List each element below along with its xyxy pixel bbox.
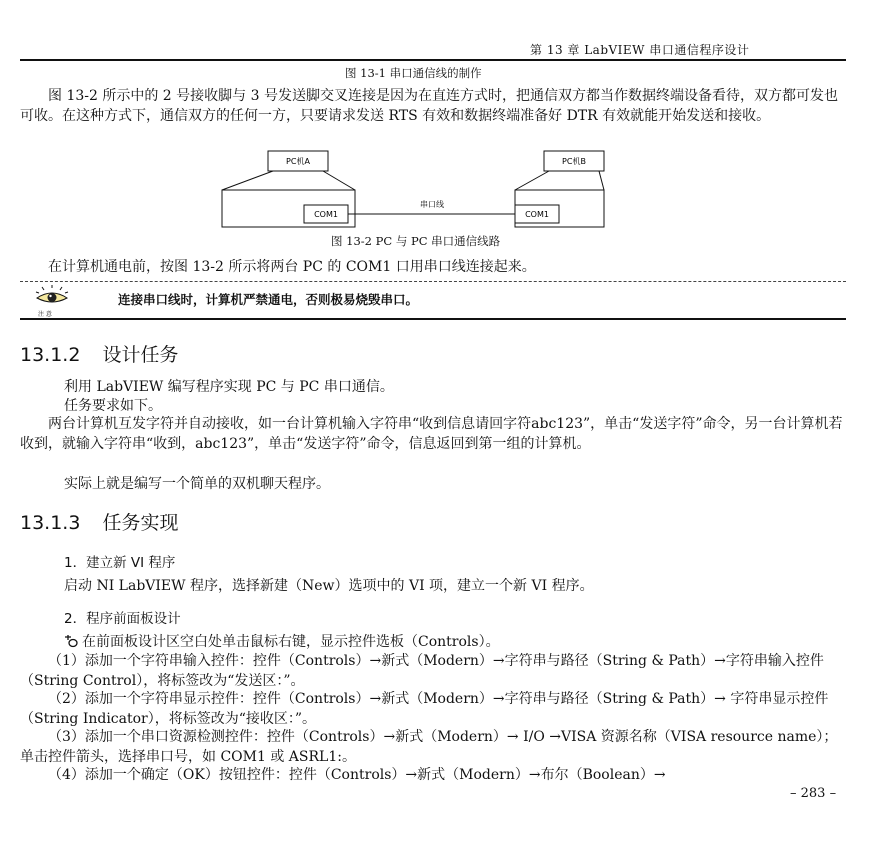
com-right-label: COM1 [525,210,549,219]
step-2-intro [64,632,846,652]
pc-a-label: PC机A [286,157,310,166]
step-2-heading: 2．程序前面板设计 [64,611,181,627]
step-2-item-1: （1）添加一个字符串输入控件：控件（Controls）→新式（Modern）→字符串与路径（String & Path）→字符串输入控件（String Control），将标签改为“发送区：”。 [20,653,824,689]
running-header: 第 13 章 LabVIEW 串口通信程序设计 [530,43,750,57]
section-13-1-2-heading [20,340,178,367]
note-text: 连接串口线时，计算机严禁通电，否则极易烧毁串口。 [118,292,419,307]
pc-b-label: PC机B [562,157,586,166]
step-2-intro-text: 在前面板设计区空白处单击鼠标右键，显示控件选板（Controls）。 [82,634,500,650]
task-paragraph-3: 两台计算机互发字符并自动接收，如一台计算机输入字符串“收到信息请回字符abc123”，单击“发送字符”命令，另一台计算机若收到，就输入字符串“收到，abc123”，单击“发送字符”命令，信息返回到第一组的计算机。 [20,416,843,452]
page-number: – 283 – [790,786,837,801]
serial-connection-diagram [210,148,610,232]
mouse-pointer-icon [64,634,78,648]
section-13-1-2-title: 设计任务 [102,344,179,366]
step-2-item-2: （2）添加一个字符串显示控件：控件（Controls）→新式（Modern）→字符串与路径（String & Path）→ 字符串显示控件（String Indicator），将标签改为“接收区：”。 [20,691,829,727]
com-left-label: COM1 [314,210,338,219]
intro-paragraph: 图 13-2 所示中的 2 号接收脚与 3 号发送脚交叉连接是因为在直连方式时，把通信双方都当作数据终端设备看待，双方都可发也可收。在这种方式下，通信双方的任何一方，只要请求发送 RTS 有效和数据终端准备好 DTR 有效就能开始发送和接收。 [20,88,838,124]
section-13-1-3-title: 任务实现 [102,512,179,534]
section-13-1-2-number: 13.1.2 [20,344,81,366]
header-rule [20,59,846,61]
connect-paragraph: 在计算机通电前，按图 13-2 所示将两台 PC 的 COM1 口用串口线连接起来。 [48,259,536,275]
step-2-item-4: （4）添加一个确定（OK）按钮控件：控件（Controls）→新式（Modern）→布尔（Boolean）→ [48,767,666,783]
task-paragraph-1: 利用 LabVIEW 编写程序实现 PC 与 PC 串口通信。 [64,379,394,395]
note-icon-label: 注 意 [38,311,52,318]
figure-13-2-caption: 图 13-2 PC 与 PC 串口通信线路 [331,234,501,248]
section-13-1-3-heading [20,508,178,535]
task-paragraph-4: 实际上就是编写一个简单的双机聊天程序。 [64,476,330,492]
figure-13-1-caption: 图 13-1 串口通信线的制作 [345,66,482,80]
pc-b-leg-right [599,171,604,190]
serial-cable-label: 串口线 [420,200,444,209]
task-paragraph-2: 任务要求如下。 [64,398,162,414]
step-2-item-3: （3）添加一个串口资源检测控件：控件（Controls）→新式（Modern）→ I/O →VISA 资源名称（VISA resource name）；单击控件箭头，选择串口号，如 COM1 或 ASRL1:。 [20,729,838,765]
pc-a-leg-right [323,171,355,190]
section-13-1-3-number: 13.1.3 [20,512,81,534]
step-1-heading: 1．建立新 VI 程序 [64,555,176,571]
eye-icon [34,284,70,310]
step-1-text: 启动 NI LabVIEW 程序，选择新建（New）选项中的 VI 项，建立一个新 VI 程序。 [64,578,594,594]
pc-b-leg-left [515,171,549,190]
note-bottom-rule [20,318,846,320]
note-top-rule [20,281,846,282]
pc-a-leg-left [222,171,273,190]
